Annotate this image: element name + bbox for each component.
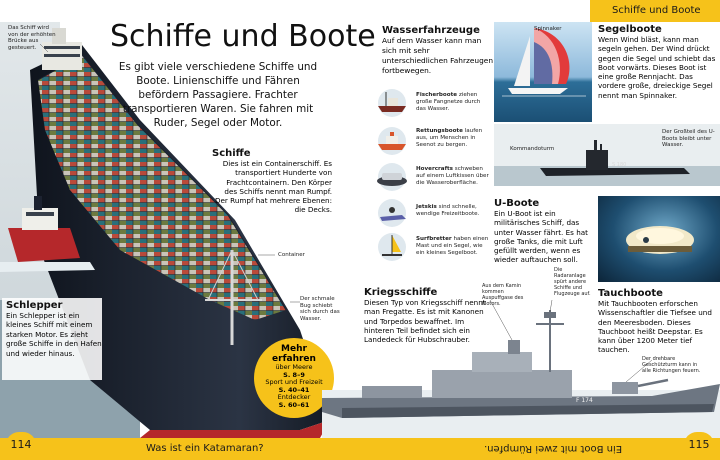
tauchboote-text: Mit Tauchbooten erforschen Wissenschaftler die Tiefsee und den Meeresboden. Dieses Tauchboot heißt Deepstar. Es kann über 1200 Meter tief tauchen. [598,299,712,355]
vessel-fischerboote-name: Fischerboote [416,92,458,98]
segelboote-section [598,24,716,100]
vessel-jetskis [416,204,492,218]
mehr-erfahren-title-line2: erfahren [272,354,316,364]
vessel-hovercrafts [416,166,492,187]
sailing-yacht-photo [494,22,592,122]
schlepper-section [2,298,102,380]
submarine-hull-caption: Der Großteil des U-Boots bleibt unter Wasser. [662,129,715,148]
vessel-rettungsboote-text: laufen aus, um Menschen in Seenot zu bergen. [416,128,483,148]
mehr-item-meere-pages[interactable]: S. 8–9 [283,370,305,379]
windsurfer-icon [372,232,412,262]
bow-caption: Der schmale Bug schiebt sich durch das Wasser. [300,296,340,322]
kommandoturm-caption: Kommandoturm [510,146,555,152]
vessel-hovercrafts-text: schweben auf einem Luftkissen über die Wasseroberfläche. [416,166,489,186]
container-caption: Container [278,252,305,258]
vessel-rettungsboote [416,128,492,149]
wasserfahrzeuge-heading: Wasserfahrzeuge [382,25,480,36]
vessel-surfbretter-name: Surfbretter [416,236,452,242]
submersible-illustration [598,196,720,282]
intro-text: Es gibt viele verschiedene Schiffe und Boote. Linienschiffe und Fähren befördern Passagiere. Frachter transportieren Waren. Sie fahren mit Ruder, Segel oder Motor. [118,61,318,129]
radar-caption: Die Radaranlage spürt andere Schiffe und Flugzeuge auf. [554,267,591,297]
exhaust-caption: Aus dem Kamin kommen Auspuffgase des Motors. [482,283,524,307]
spinnaker-caption: Spinnaker [534,26,562,32]
schiffe-heading: Schiffe [212,148,251,159]
submersible-photo [598,196,720,282]
spinnaker-sail-icon [494,22,592,122]
frigate-hull-number: F 174 [576,397,593,404]
segelboote-text: Wenn Wind bläst, kann man segeln gehen. Der Wind drückt gegen die Segel und schiebt das Boot vorwärts. Dieses Boot ist eine große Rennjacht. Das vordere große, dreieckige Segel nennt man Spinnaker. [598,35,716,100]
segelboote-heading: Segelboote [598,24,662,35]
vessel-jetskis-text: sind schnelle, wendige Freizeitboote. [416,204,480,217]
vessel-rettungsboote-name: Rettungsboote [416,128,463,134]
uboote-text: Ein U-Boot ist ein militärisches Schiff, das unter Wasser fährt. Es hat große Tanks, die mit Luft gefüllt werden, wenn es wieder auftauchen soll. [494,209,588,265]
mehr-item-entdecker: Entdecker [277,393,311,402]
wasserfahrzeuge-section [382,25,494,76]
schiffe-section [212,148,332,215]
kriegsschiffe-section [364,287,490,344]
mehr-erfahren-title-line1: Mehr [281,344,307,354]
schlepper-text: Ein Schlepper ist ein kleines Schiff mit einem starken Motor. Es zieht große Schiffe in den Hafen und wieder hinaus. [6,311,102,358]
submarine-hull-number: S 180 [612,162,627,168]
footer-answer-text: Ein Boot mit zwei Rümpfen. [484,443,623,454]
wasserfahrzeuge-text: Auf dem Wasser kann man sich mit sehr unterschiedlichen Fahrzeugen fortbewegen. [382,36,494,75]
mehr-item-sport: Sport und Freizeit [265,378,323,387]
mehr-item-meere: über Meere [275,363,313,371]
page-number-left: 114 [6,432,36,458]
page-number-right: 115 [684,432,714,458]
vessel-surfbretter [416,236,492,257]
tauchboote-heading: Tauchboote [598,288,663,299]
footer-answer-upside-down [484,443,622,454]
kriegsschiffe-heading: Kriegsschiffe [364,287,438,298]
turret-caption: Der drehbare Geschützturm kann in alle Richtungen feuern. [642,356,701,374]
vessel-fischerboote-text: ziehen große Fangnetze durch das Wasser. [416,92,481,112]
jetski-icon [372,198,412,228]
bridge-caption: Das Schiff wird von der erhöhten Brücke aus gesteuert. [8,25,56,51]
schlepper-heading: Schlepper [6,300,63,311]
uboote-section [494,198,590,265]
schiffe-text: Dies ist ein Containerschiff. Es transportiert Hunderte von Frachtcontainern. Den Körper des Schiffs nennt man Rumpf. Der Rumpf hat mehrere Ebenen: die Decks. [214,159,332,215]
fishing-boat-icon [372,88,412,118]
uboote-heading: U-Boote [494,198,540,209]
vessel-jetskis-name: Jetskis [416,204,437,210]
page-title: Schiffe und Boote [110,19,376,54]
vessel-fischerboote [416,92,492,113]
hovercraft-icon [372,162,412,192]
mehr-item-entdecker-pages[interactable]: S. 60–61 [278,400,310,409]
section-title-right: Schiffe und Boote [612,5,701,16]
vessel-surfbretter-text: haben einen Mast und ein Segel, wie ein kleines Segelboot. [416,236,489,256]
kriegsschiffe-text: Diesen Typ von Kriegsschiff nennt man Fregatte. Es ist mit Kanonen und Torpedos bewaffnet. Im hinteren Teil befindet sich ein Landedeck für Hubschrauber. [364,298,486,345]
mehr-item-sport-pages[interactable]: S. 40–41 [278,385,310,394]
lifeboat-icon [372,126,412,156]
vessel-hovercrafts-name: Hovercrafts [416,166,454,172]
footer-question: Was ist ein Katamaran? [146,443,264,454]
